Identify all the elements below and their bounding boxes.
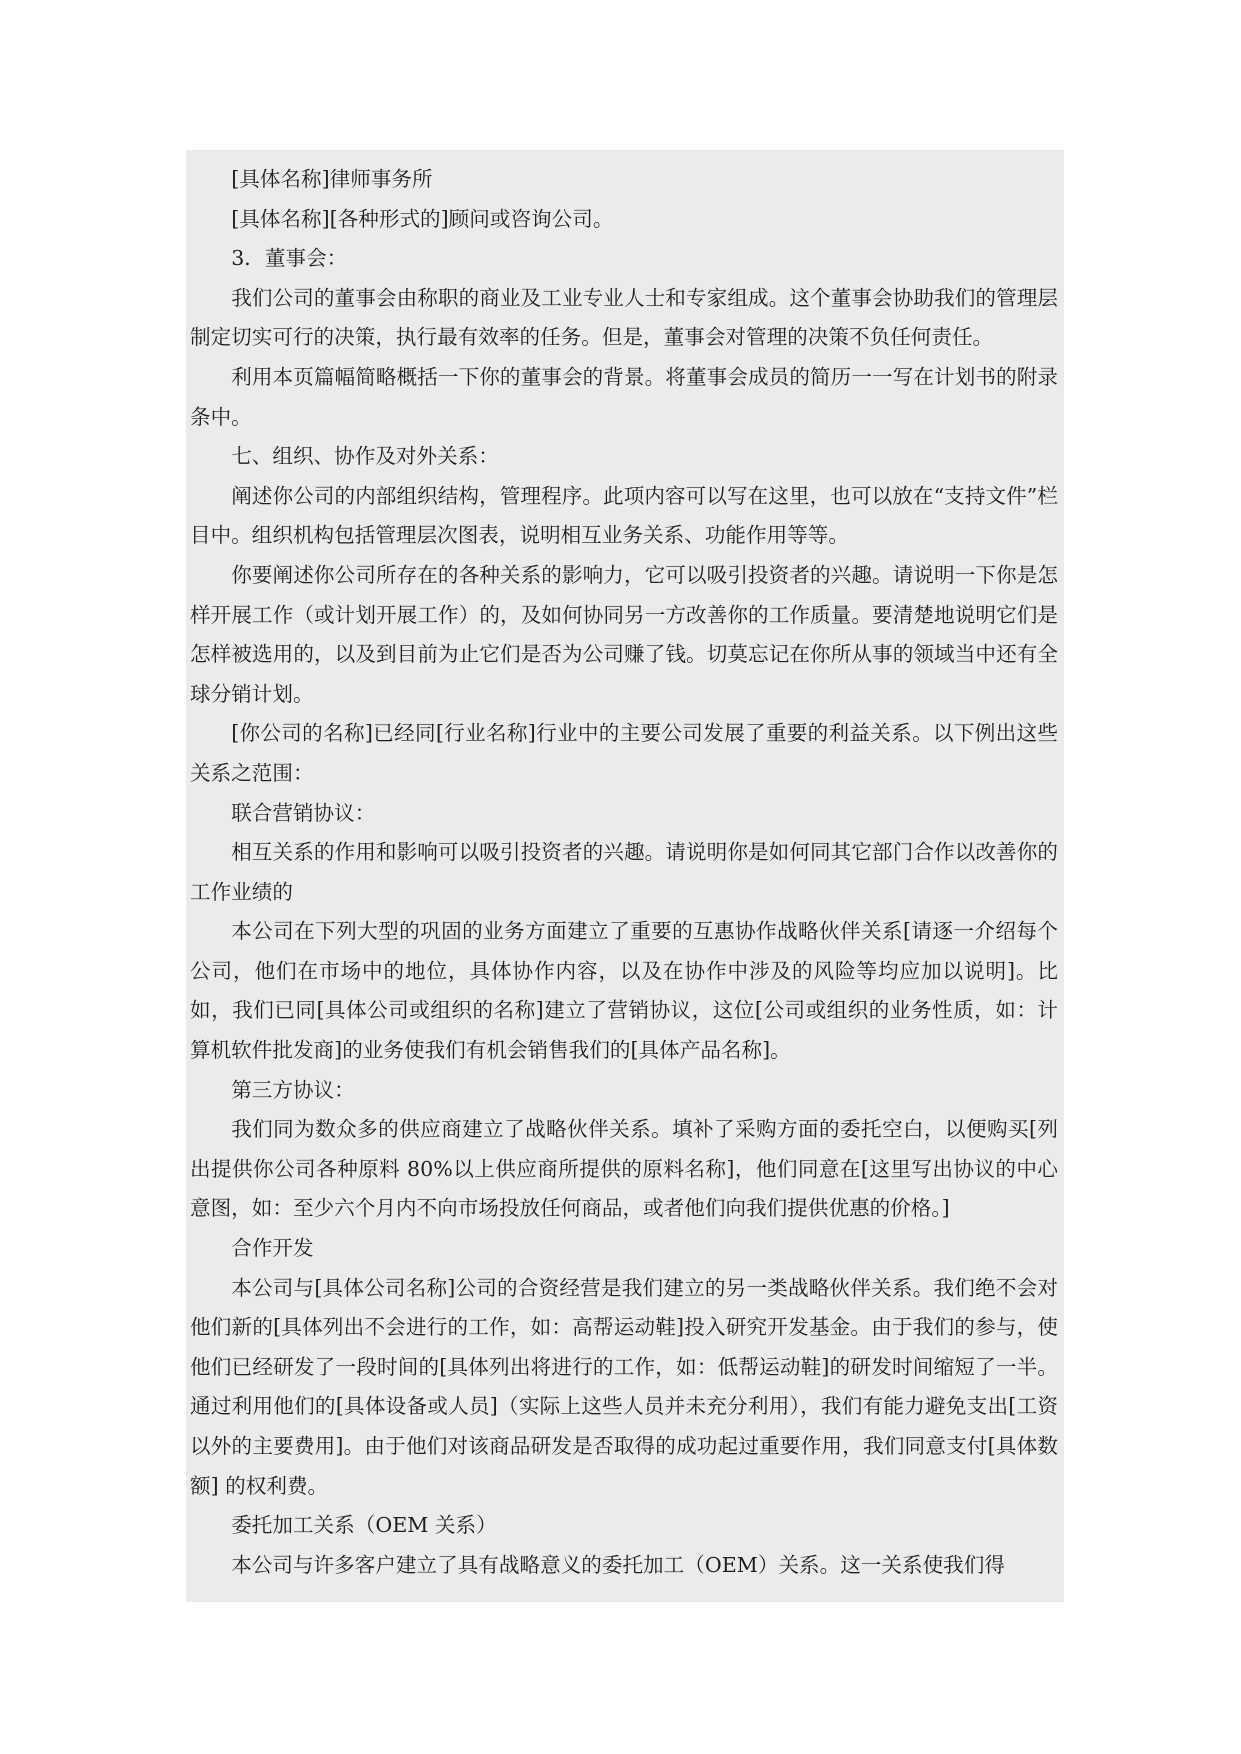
paragraph-joint-venture: 本公司与[具体公司名称]公司的合资经营是我们建立的另一类战略伙伴关系。我们绝不会对他们新的[具体列出不会进行的工作，如：高帮运动鞋]投入研究开发基金。由于我们的参与，使他们已经研发了一段时间的[具体列出将进行的工作，如：低帮运动鞋]的研发时间缩短了一半。通过利用他们的[具体设备或人员]（实际上这些人员并未充分利用），我们有能力避免支出[工资以外的主要费用]。由于他们对该商品研发是否取得的成功起过重要作用，我们同意支付[具体数额] 的权利费。 xyxy=(190,1275,1058,1498)
heading-joint-marketing: 联合营销协议： xyxy=(231,800,376,825)
heading-third-party-agreements: 第三方协议： xyxy=(231,1077,355,1102)
heading-joint-development: 合作开发 xyxy=(231,1236,314,1261)
paragraph-supplier-partnerships: 我们同为数众多的供应商建立了战略伙伴关系。填补了采购方面的委托空白，以便购买[列出提供你公司各种原料 80%以上供应商所提供的原料名称]，他们同意在[这里写出协议的中心意图，如：至少六个月内不向市场投放任何商品，或者他们向我们提供优惠的价格。] xyxy=(190,1117,1058,1221)
paragraph-board-background: 利用本页篇幅简略概括一下你的董事会的背景。将董事会成员的简历一一写在计划书的附录条中。 xyxy=(190,364,1058,429)
heading-organization-relations: 七、组织、协作及对外关系： xyxy=(231,444,499,469)
paragraph-relationship-influence: 你要阐述你公司所存在的各种关系的影响力，它可以吸引投资者的兴趣。请说明一下你是怎样开展工作（或计划开展工作）的，及如何协同另一方改善你的工作质量。要清楚地说明它们是怎样被选用的，以及到目前为止它们是否为公司赚了钱。切莫忘记在你所从事的领域当中还有全球分销计划。 xyxy=(190,562,1058,706)
heading-oem-relations: 委托加工关系（OEM 关系） xyxy=(231,1513,497,1538)
paragraph-joint-marketing-note: 相互关系的作用和影响可以吸引投资者的兴趣。请说明你是如何同其它部门合作以改善你的工作业绩的 xyxy=(190,840,1058,904)
paragraph-strategic-partnerships: 本公司在下列大型的巩固的业务方面建立了重要的互惠协作战略伙伴关系[请逐一介绍每个公司，他们在市场中的地位，具体协作内容，以及在协作中涉及的风险等均应加以说明]。比如，我们已同[具体公司或组织的名称]建立了营销协议，这位[公司或组织的业务性质，如：计算机软件批发商]的业务使我们有机会销售我们的[具体产品名称]。 xyxy=(190,919,1058,1063)
paragraph-interest-relations: [你公司的名称]已经同[行业名称]行业中的主要公司发展了重要的利益关系。以下例出这些关系之范围： xyxy=(190,721,1058,785)
paragraph-law-firm: [具体名称]律师事务所 xyxy=(231,167,433,191)
paragraph-board-composition: 我们公司的董事会由称职的商业及工业专业人士和专家组成。这个董事会协助我们的管理层制定切实可行的决策，执行最有效率的任务。但是，董事会对管理的决策不负任何责任。 xyxy=(190,285,1058,350)
document-text-block xyxy=(186,150,1064,1602)
paragraph-consulting-firm: [具体名称][各种形式的]顾问或咨询公司。 xyxy=(231,206,614,231)
paragraph-oem-relations: 本公司与许多客户建立了具有战略意义的委托加工（OEM）关系。这一关系使我们得 xyxy=(231,1552,1005,1577)
paragraph-internal-structure: 阐述你公司的内部组织结构，管理程序。此项内容可以写在这里，也可以放在“支持文件”栏目中。组织机构包括管理层次图表，说明相互业务关系、功能作用等等。 xyxy=(190,483,1058,548)
heading-board-of-directors: 3．董事会： xyxy=(231,246,348,271)
